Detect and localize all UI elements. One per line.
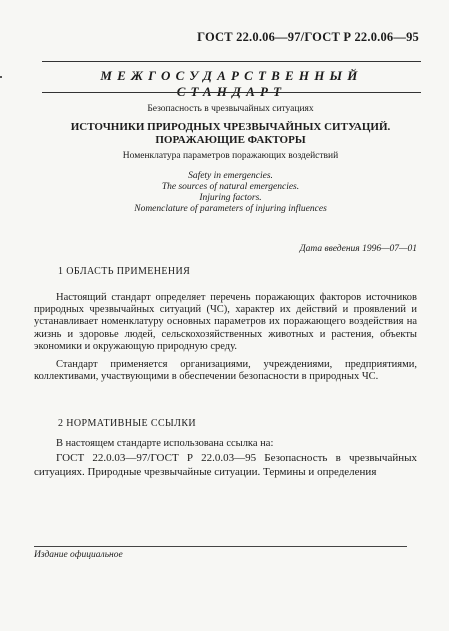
margin-dot bbox=[0, 76, 2, 78]
english-title-line: Safety in emergencies. bbox=[188, 171, 273, 181]
footer-official-edition: Издание официальное bbox=[34, 550, 123, 560]
top-rule bbox=[42, 61, 421, 62]
section-heading-scope: 1 ОБЛАСТЬ ПРИМЕНЕНИЯ bbox=[58, 266, 191, 277]
english-title-line: Injuring factors. bbox=[199, 193, 262, 203]
english-title-line: Nomenclature of parameters of injuring influences bbox=[134, 204, 327, 214]
title bbox=[40, 121, 421, 147]
subtitle: Номенклатура параметров поражающих воздействий bbox=[122, 151, 339, 161]
document-code: ГОСТ 22.0.06—97/ГОСТ Р 22.0.06—95 bbox=[197, 30, 419, 44]
english-title-line: The sources of natural emergencies. bbox=[161, 182, 300, 192]
references-paragraph-2: ГОСТ 22.0.03—97/ГОСТ Р 22.0.03—95 Безопасность в чрезвычайных ситуациях. Природные чрезвычайные ситуации. Термины и определения bbox=[34, 452, 417, 478]
title-line-2: ПОРАЖАЮЩИЕ ФАКТОРЫ bbox=[155, 134, 306, 146]
effective-date: Дата введения 1996—07—01 bbox=[299, 244, 417, 254]
title-line-1: ИСТОЧНИКИ ПРИРОДНЫХ ЧРЕЗВЫЧАЙНЫХ СИТУАЦИЙ. bbox=[70, 121, 391, 133]
bottom-rule bbox=[42, 92, 421, 93]
references-paragraph-1: В настоящем стандарте использована ссылка на: bbox=[56, 438, 274, 449]
footer-rule bbox=[34, 546, 407, 547]
scope-paragraph-2: Стандарт применяется организациями, учреждениями, предприятиями, коллективами, участвующими в обеспечении безопасности в природных ЧС. bbox=[34, 359, 417, 383]
scope-paragraph-1: Настоящий стандарт определяет перечень поражающих факторов источников природных чрезвычайных ситуаций (ЧС), характер их действий и проявлений и устанавливает номенклатуру основных параметров их поражающего воздействия на жизнь и здоровье людей, сельскохозяйственных животных и растения, объекты экономики и окружающую природную среду. bbox=[34, 292, 417, 352]
standard-type: МЕЖГОСУДАРСТВЕННЫЙ СТАНДАРТ bbox=[100, 68, 363, 99]
section-heading-references: 2 НОРМАТИВНЫЕ ССЫЛКИ bbox=[58, 418, 197, 429]
category: Безопасность в чрезвычайных ситуациях bbox=[147, 104, 314, 114]
